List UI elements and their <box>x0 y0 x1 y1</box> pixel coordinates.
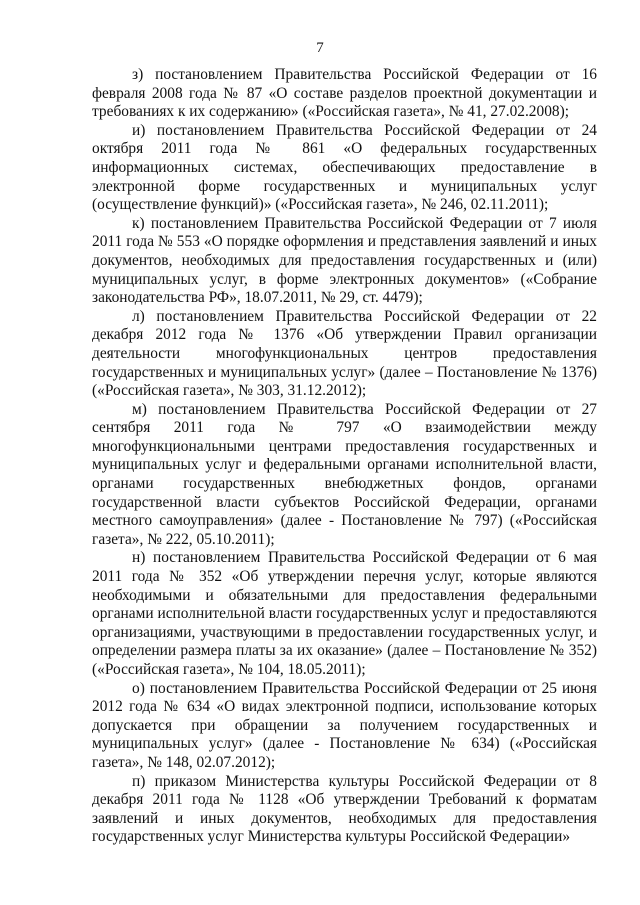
page-number: 7 <box>316 40 324 56</box>
paragraph-item-o: о) постановлением Правительства Российской Федерации от 25 июня 2012 года № 634 «О видах электронной подписи, использование которых допускается при обращении за получением государственных и муниципальных услуг» (далее - Постановление № 634) («Российская газета», № 148, 02.07.2012); <box>92 679 597 771</box>
paragraph-item-z: з) постановлением Правительства Российской Федерации от 16 февраля 2008 года № 87 «О составе разделов проектной документации и требованиях к их содержанию» («Российская газета», № 41, 27.02.2008); <box>92 66 597 121</box>
paragraph-item-i: и) постановлением Правительства Российской Федерации от 24 октября 2011 года № 861 «О федеральных государственных информационных системах, обеспечивающих предоставление в электронной форме государственных и муниципальных услуг (осуществление функций)» («Российская газета», № 246, 02.11.2011); <box>92 121 597 214</box>
paragraph-item-m: м) постановлением Правительства Российской Федерации от 27 сентября 2011 года № 797 «О взаимодействии между многофункциональными центрами предоставления государственных и муниципальных услуг и федеральными органами исполнительной власти, органами государственных внебюджетных фондов, органами государственной власти субъектов Российской Федерации, органами местного самоуправления» (далее - Постановление № 797) («Российская газета», № 222, 05.10.2011); <box>92 400 597 548</box>
paragraph-item-n: н) постановлением Правительства Российской Федерации от 6 мая 2011 года № 352 «Об утверждении перечня услуг, которые являются необходимыми и обязательными для предоставления федеральными органами исполнительной власти государственных услуг и предоставляются организациями, участвующими в предоставлении государственных услуг, и определении размера платы за их оказание» (далее – Постановление № 352) («Российская газета», № 104, 18.05.2011); <box>92 549 597 678</box>
paragraph-item-p: п) приказом Министерства культуры Российской Федерации от 8 декабря 2011 года № 1128 «Об утверждении Требований к форматам заявлений и иных документов, необходимых для предоставления государственных услуг Министерства культуры Российской Федерации» <box>92 772 597 846</box>
paragraph-item-k: к) постановлением Правительства Российской Федерации от 7 июля 2011 года № 553 «О порядке оформления и представления заявлений и иных документов, необходимых для предоставления государственных и (или) муниципальных услуг, в форме электронных документов» («Собрание законодательства РФ», 18.07.2011, № 29, ст. 4479); <box>92 214 597 307</box>
paragraph-item-l: л) постановлением Правительства Российской Федерации от 22 декабря 2012 года № 1376 «Об утверждении Правил организации деятельности многофункциональных центров предоставления государственных и муниципальных услуг» (далее – Постановление № 1376) («Российская газета», № 303, 31.12.2012); <box>92 307 597 400</box>
document-body <box>92 66 597 847</box>
